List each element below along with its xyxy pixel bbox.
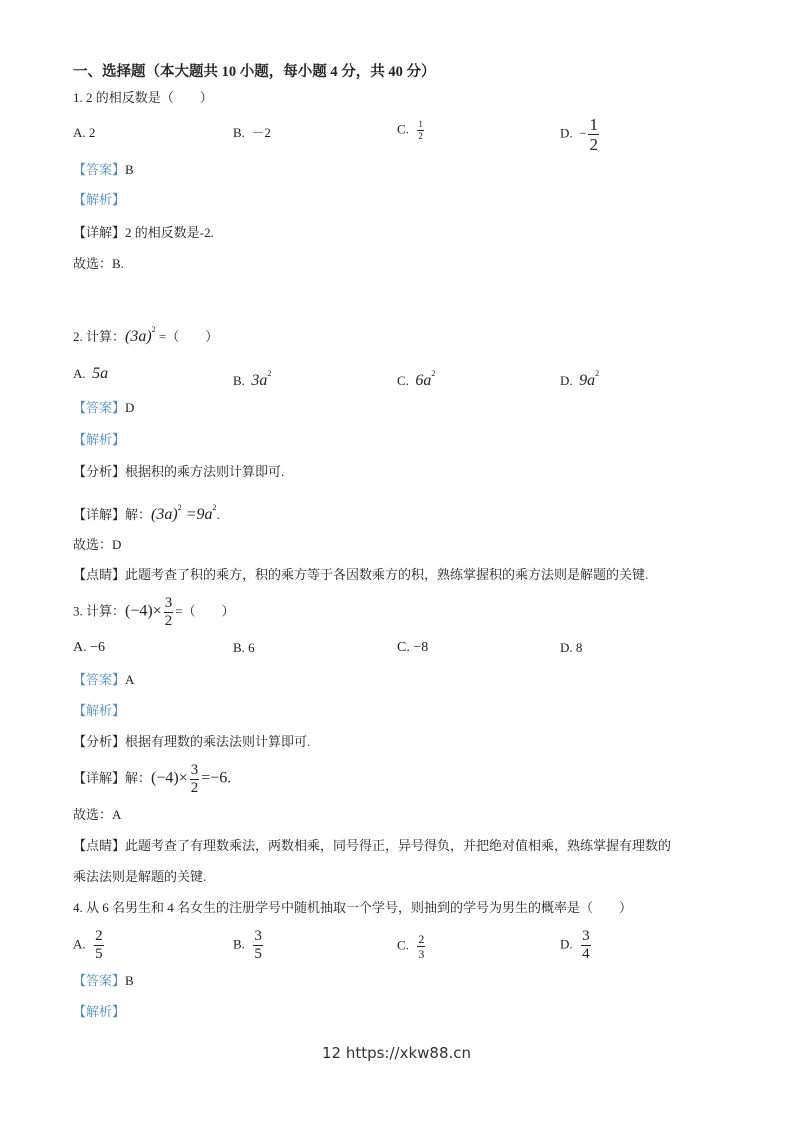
option-label: D. [560,125,573,141]
numerator: 1 [418,119,423,129]
stem-suffix: =（ ） [155,329,219,344]
answer-label: 【答案】 [73,672,126,687]
math-expr: (3a) [125,328,152,345]
denominator: 2 [418,131,423,141]
q1-answer [73,161,134,179]
numerator: 3 [190,762,199,778]
answer-label: 【答案】 [73,973,126,988]
answer-value: B [125,973,134,988]
q3-jiexi-label: 【解析】 [73,703,126,718]
option-label: A. [73,366,86,381]
q2-answer [73,399,134,417]
q3-option-b: B. 6 [233,640,255,655]
q2-detail [73,499,220,524]
q1-jiexi-label: 【解析】 [73,192,126,207]
fraction [417,933,425,960]
choice-label: 故选： [73,537,113,552]
numerator: 3 [164,595,173,611]
math-expr: (3a) [151,506,178,523]
q4-option-d [560,929,593,962]
q1-choice [73,255,124,273]
comment-label: 【点睛】 [73,567,126,582]
q3-comment-continued: 乘法法则是解题的关键. [73,869,207,884]
math-result: =−6. [201,769,232,787]
denominator: 2 [190,780,199,796]
q1-option-b [233,124,271,142]
numerator: 3 [254,928,262,944]
analysis-label: 【分析】 [73,464,126,479]
option-label: C. [397,373,409,388]
q1-stem: 1. 2 的相反数是（ ） [73,90,213,105]
option-label: B. [233,125,245,140]
exponent: 2 [212,503,217,512]
denominator: 4 [582,946,590,962]
q4-option-c [397,933,427,960]
detail-prefix: 解： [125,507,152,522]
numerator: 1 [589,115,598,134]
q2-option-c [397,365,435,390]
exponent: 2 [431,369,436,378]
denominator: 2 [589,135,598,154]
minus-sign: − [579,125,587,141]
q1-option-c [397,120,426,141]
q3-answer [73,671,134,689]
denominator: 5 [95,946,103,962]
q4-answer [73,972,134,990]
exponent: 2 [151,325,156,334]
fraction [588,116,599,153]
q2-stem [73,321,218,346]
choice-value: B. [112,256,124,271]
denominator: 3 [418,947,425,961]
comment-text: 此题考查了有理数乘法，两数相乘，同号得正，异号得负，并把绝对值相乘，熟练掌握有理数的 [125,838,672,853]
detail-label: 【详解】 [73,507,126,522]
q3-option-a: A. −6 [73,640,106,655]
q3-choice [73,806,121,824]
choice-value: D [112,537,122,552]
q4-jiexi-label: 【解析】 [73,1004,126,1019]
q2-option-b [233,365,271,390]
option-value: 5a [92,365,109,382]
option-label: B. [233,936,245,952]
option-value: 9a [579,372,596,389]
choice-value: A [112,807,122,822]
q3-analysis [73,733,310,751]
q2-option-a [73,365,108,383]
q3-option-d: D. 8 [560,640,583,655]
analysis-text: 根据有理数的乘法法则计算即可. [125,734,311,749]
math-expr: =9a [181,506,213,523]
comment-label: 【点睛】 [73,838,126,853]
page-footer: 12 https://xkw88.cn [321,1044,472,1062]
fraction [190,763,200,796]
q3-option-c: C. −8 [397,640,429,655]
detail-text: 2 的相反数是-2. [125,225,214,240]
detail-label: 【详解】 [73,225,126,240]
stem-text: 2. 计算： [73,329,126,344]
fraction [94,929,104,962]
q2-analysis [73,463,284,481]
denominator: 5 [254,946,262,962]
answer-value: B [125,162,134,177]
q3-comment [73,837,671,855]
exponent: 2 [267,369,272,378]
fraction [417,120,424,141]
q2-comment [73,566,648,584]
q2-jiexi-label: 【解析】 [73,432,126,447]
analysis-label: 【分析】 [73,734,126,749]
q3-detail [73,763,231,796]
q4-option-b [233,929,265,962]
stem-suffix: =（ ） [175,603,235,619]
detail-label: 【详解】 [73,770,126,786]
option-label: A. [73,936,86,952]
q1-option-a: A. 2 [73,125,96,140]
answer-value: A [125,672,135,687]
numerator: 3 [582,928,590,944]
comment-text: 此题考查了积的乘方，积的乘方等于各因数乘方的积，熟练掌握积的乘方法则是解题的关键. [125,567,649,582]
fraction [164,596,174,629]
answer-value: D [125,400,135,415]
option-label: C. [397,121,409,137]
answer-label: 【答案】 [73,162,126,177]
math-expr: (−4)× [151,769,188,787]
period: . [216,507,220,522]
q1-detail [73,224,214,242]
option-label: D. [560,936,573,952]
q3-stem [73,596,235,629]
denominator: 2 [164,613,173,629]
numerator: 2 [418,932,425,946]
numerator: 2 [95,928,103,944]
exponent: 2 [177,503,182,512]
option-label: C. [397,937,409,953]
option-label: D. [560,373,573,388]
option-value: 3a [251,372,268,389]
answer-label: 【答案】 [73,400,126,415]
section-title: 一、选择题（本大题共 10 小题，每小题 4 分，共 40 分） [73,64,436,80]
choice-label: 故选： [73,807,113,822]
q4-option-a [73,929,106,962]
option-value: －2 [251,125,271,140]
q1-option-d [560,116,601,153]
fraction [581,929,591,962]
math-expr: (−4)× [125,602,162,620]
fraction [253,929,263,962]
detail-prefix: 解： [125,770,152,786]
q4-stem: 4. 从 6 名男生和 4 名女生的注册学号中随机抽取一个学号，则抽到的学号为男生的概率是（ ） [73,900,633,915]
option-value: 6a [415,372,432,389]
option-label: B. [233,373,245,388]
q2-choice [73,536,121,554]
choice-label: 故选： [73,256,113,271]
stem-text: 3. 计算： [73,603,126,619]
exponent: 2 [595,369,600,378]
q2-option-d [560,365,599,390]
analysis-text: 根据积的乘方法则计算即可. [125,464,285,479]
